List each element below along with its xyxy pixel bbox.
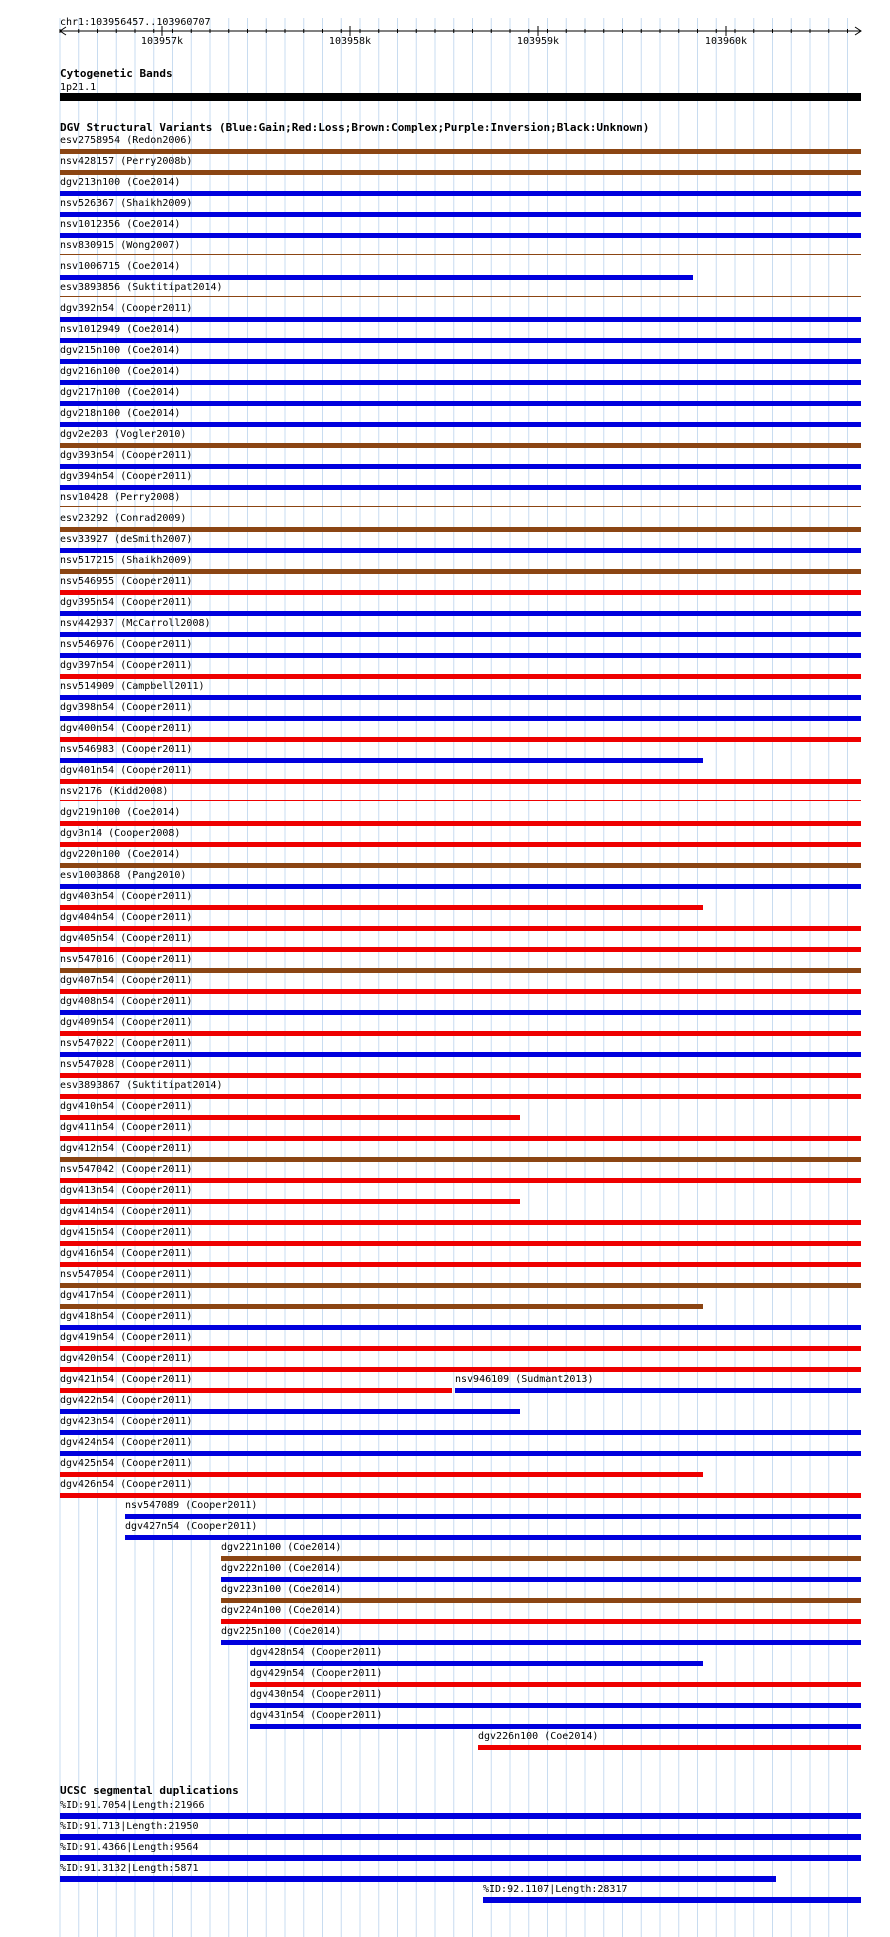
dgv-feature[interactable] [60,1080,861,1099]
dgv-feature-label[interactable]: dgv422n54 (Cooper2011) [60,1395,193,1406]
dgv-feature[interactable] [60,1248,861,1267]
dgv-feature[interactable] [60,1395,520,1414]
dgv-feature-bar[interactable] [125,1535,861,1540]
dgv-feature-label[interactable]: dgv398n54 (Cooper2011) [60,702,193,713]
dgv-feature-label[interactable]: dgv424n54 (Cooper2011) [60,1437,193,1448]
dgv-feature[interactable] [478,1731,861,1750]
segdup-track [60,1784,861,1903]
dgv-feature-bar[interactable] [60,758,703,763]
dgv-feature-bar[interactable] [60,506,861,507]
dgv-feature-label[interactable]: nsv546955 (Cooper2011) [60,576,193,587]
dgv-feature[interactable] [60,702,861,721]
dgv-feature-label[interactable]: nsv1012949 (Coe2014) [60,324,181,335]
dgv-feature[interactable] [60,765,861,784]
dgv-feature-label[interactable]: dgv395n54 (Cooper2011) [60,597,193,608]
dgv-feature[interactable] [60,1311,861,1330]
segdup-feature[interactable] [60,1821,861,1840]
dgv-feature-label[interactable]: dgv421n54 (Cooper2011) [60,1374,193,1385]
dgv-feature-label[interactable]: dgv215n100 (Coe2014) [60,345,181,356]
dgv-feature-bar[interactable] [60,1304,703,1309]
segdup-feature-label[interactable]: %ID:91.713|Length:21950 [60,1821,199,1832]
dgv-feature-bar[interactable] [60,569,861,574]
dgv-feature[interactable] [60,828,861,847]
segdup-feature[interactable] [60,1842,861,1861]
dgv-feature-bar[interactable] [60,1472,703,1477]
dgv-feature-label[interactable]: dgv220n100 (Coe2014) [60,849,181,860]
dgv-feature-bar[interactable] [60,1010,861,1015]
dgv-feature-label[interactable]: dgv226n100 (Coe2014) [478,1731,599,1742]
dgv-feature-bar[interactable] [60,1262,861,1267]
dgv-feature-label[interactable]: dgv221n100 (Coe2014) [221,1542,342,1553]
dgv-feature-bar[interactable] [60,1136,861,1141]
dgv-feature[interactable] [60,471,861,490]
dgv-feature-bar[interactable] [60,695,861,700]
dgv-feature-bar[interactable] [60,254,861,255]
dgv-feature[interactable] [60,1416,861,1435]
dgv-feature[interactable] [60,429,861,448]
dgv-feature-label[interactable]: nsv2176 (Kidd2008) [60,786,169,797]
dgv-feature[interactable] [221,1626,861,1645]
ruler-range-label: chr1:103956457..103960707 [60,17,211,28]
dgv-feature[interactable] [60,996,861,1015]
ruler-tick-label: 103959k [516,36,560,47]
dgv-feature[interactable] [60,1374,452,1393]
dgv-feature-bar[interactable] [60,632,861,637]
dgv-feature[interactable] [60,870,861,889]
dgv-track-title: DGV Structural Variants (Blue:Gain;Red:Loss;Brown:Complex;Purple:Inversion;Black:Unknown) [60,121,650,134]
dgv-feature-label[interactable]: esv2758954 (Redon2006) [60,135,193,146]
dgv-feature-bar[interactable] [60,905,703,910]
dgv-feature-bar[interactable] [60,779,861,784]
dgv-feature-bar[interactable] [60,1451,861,1456]
dgv-feature-bar[interactable] [60,800,861,801]
dgv-feature[interactable] [250,1647,703,1666]
dgv-feature-bar[interactable] [60,422,861,427]
dgv-feature-bar[interactable] [60,170,861,175]
dgv-feature-label[interactable]: esv23292 (Conrad2009) [60,513,187,524]
dgv-feature-bar[interactable] [221,1640,861,1645]
dgv-feature[interactable] [60,513,861,532]
dgv-feature-bar[interactable] [60,1157,861,1162]
dgv-feature-label[interactable]: dgv3n14 (Cooper2008) [60,828,181,839]
dgv-feature-label[interactable]: dgv405n54 (Cooper2011) [60,933,193,944]
dgv-feature-label[interactable]: nsv517215 (Shaikh2009) [60,555,193,566]
dgv-feature-bar[interactable] [60,317,861,322]
dgv-feature-bar[interactable] [60,1115,520,1120]
dgv-feature[interactable] [60,1479,861,1498]
dgv-feature-bar[interactable] [60,968,861,973]
dgv-feature-label[interactable]: nsv526367 (Shaikh2009) [60,198,193,209]
dgv-feature[interactable] [60,1143,861,1162]
segdup-feature-bar[interactable] [60,1876,776,1882]
dgv-feature-label[interactable]: nsv547042 (Cooper2011) [60,1164,193,1175]
dgv-feature[interactable] [60,1038,861,1057]
dgv-feature-bar[interactable] [60,149,861,154]
dgv-feature[interactable] [60,912,861,931]
cytogenetic-band-label: 1p21.1 [60,82,97,93]
dgv-feature[interactable] [60,954,861,973]
dgv-feature[interactable] [60,282,861,297]
dgv-feature-bar[interactable] [60,1367,861,1372]
dgv-feature-bar[interactable] [60,1178,861,1183]
segdup-feature-bar[interactable] [483,1897,861,1903]
dgv-feature-label[interactable]: dgv430n54 (Cooper2011) [250,1689,383,1700]
dgv-feature[interactable] [60,1437,861,1456]
dgv-feature-label[interactable]: dgv414n54 (Cooper2011) [60,1206,193,1217]
dgv-feature-label[interactable]: esv3893867 (Suktitipat2014) [60,1080,223,1091]
dgv-feature-bar[interactable] [60,443,861,448]
dgv-feature-label[interactable]: dgv411n54 (Cooper2011) [60,1122,193,1133]
dgv-feature[interactable] [60,408,861,427]
dgv-feature-label[interactable]: esv3893856 (Suktitipat2014) [60,282,223,293]
dgv-feature-bar[interactable] [60,296,861,297]
dgv-feature-bar[interactable] [60,380,861,385]
dgv-feature-bar[interactable] [60,842,861,847]
dgv-feature-label[interactable]: nsv546983 (Cooper2011) [60,744,193,755]
dgv-feature-label[interactable]: dgv407n54 (Cooper2011) [60,975,193,986]
dgv-feature-bar[interactable] [60,275,693,280]
dgv-feature-label[interactable]: dgv401n54 (Cooper2011) [60,765,193,776]
dgv-feature[interactable] [60,1017,861,1036]
segdup-feature-label[interactable]: %ID:91.3132|Length:5871 [60,1863,199,1874]
segdup-feature-bar[interactable] [60,1834,861,1840]
dgv-feature[interactable] [60,261,693,280]
dgv-feature-label[interactable]: nsv1006715 (Coe2014) [60,261,181,272]
dgv-feature-label[interactable]: nsv547054 (Cooper2011) [60,1269,193,1280]
dgv-feature[interactable] [60,1206,861,1225]
dgv-feature[interactable] [60,891,703,910]
dgv-feature-label[interactable]: nsv547022 (Cooper2011) [60,1038,193,1049]
segdup-feature-label[interactable]: %ID:91.7054|Length:21966 [60,1800,205,1811]
dgv-feature-label[interactable]: dgv420n54 (Cooper2011) [60,1353,193,1364]
dgv-feature[interactable] [221,1542,861,1561]
dgv-feature[interactable] [60,681,861,700]
dgv-feature[interactable] [125,1500,861,1519]
dgv-feature-bar[interactable] [60,191,861,196]
dgv-feature[interactable] [60,849,861,868]
dgv-feature[interactable] [60,786,861,801]
dgv-feature-label[interactable]: dgv408n54 (Cooper2011) [60,996,193,1007]
dgv-feature-bar[interactable] [60,1052,861,1057]
dgv-feature-bar[interactable] [60,1220,861,1225]
dgv-feature-bar[interactable] [221,1619,861,1624]
dgv-feature-label[interactable]: dgv403n54 (Cooper2011) [60,891,193,902]
dgv-feature[interactable] [60,975,861,994]
dgv-feature[interactable] [60,387,861,406]
dgv-feature[interactable] [60,1185,520,1204]
dgv-feature-bar[interactable] [478,1745,861,1750]
dgv-feature-bar[interactable] [60,1094,861,1099]
ruler-tick-label: 103957k [140,36,184,47]
dgv-feature-label[interactable]: esv33927 (deSmith2007) [60,534,193,545]
dgv-feature-label[interactable]: dgv412n54 (Cooper2011) [60,1143,193,1154]
dgv-feature[interactable] [60,1164,861,1183]
segdup-features [60,1800,861,1903]
dgv-feature-bar[interactable] [60,1241,861,1246]
dgv-feature[interactable] [60,135,861,154]
dgv-feature-label[interactable]: nsv830915 (Wong2007) [60,240,181,251]
cytogenetic-track [60,67,861,101]
dgv-feature-bar[interactable] [60,884,861,889]
dgv-feature-label[interactable]: nsv1012356 (Coe2014) [60,219,181,230]
dgv-feature-bar[interactable] [60,1388,452,1393]
segdup-feature[interactable] [60,1800,861,1819]
dgv-feature[interactable] [60,723,861,742]
dgv-feature-bar[interactable] [60,485,861,490]
dgv-feature[interactable] [60,660,861,679]
dgv-feature-bar[interactable] [60,863,861,868]
dgv-feature-bar[interactable] [60,338,861,343]
dgv-feature-label[interactable]: nsv547089 (Cooper2011) [125,1500,258,1511]
ruler [60,17,861,47]
dgv-feature-bar[interactable] [60,674,861,679]
dgv-feature-label[interactable]: dgv219n100 (Coe2014) [60,807,181,818]
dgv-feature-label[interactable]: dgv224n100 (Coe2014) [221,1605,342,1616]
dgv-feature-label[interactable]: dgv410n54 (Cooper2011) [60,1101,193,1112]
dgv-feature-bar[interactable] [60,611,861,616]
dgv-feature[interactable] [60,303,861,322]
dgv-feature-label[interactable]: nsv946109 (Sudmant2013) [455,1374,594,1385]
dgv-feature-bar[interactable] [60,464,861,469]
dgv-feature-label[interactable]: dgv423n54 (Cooper2011) [60,1416,193,1427]
dgv-feature[interactable] [60,1059,861,1078]
dgv-feature-label[interactable]: dgv216n100 (Coe2014) [60,366,181,377]
dgv-feature[interactable] [60,597,861,616]
dgv-feature[interactable] [60,639,861,658]
dgv-track [60,121,861,1750]
dgv-feature[interactable] [60,219,861,238]
dgv-feature-label[interactable]: dgv415n54 (Cooper2011) [60,1227,193,1238]
dgv-feature[interactable] [125,1521,861,1540]
dgv-feature-bar[interactable] [60,1493,861,1498]
dgv-feature-bar[interactable] [60,989,861,994]
segdup-feature-bar[interactable] [60,1855,861,1861]
dgv-feature-bar[interactable] [60,1346,861,1351]
dgv-feature-label[interactable]: dgv413n54 (Cooper2011) [60,1185,193,1196]
dgv-feature-bar[interactable] [60,1283,861,1288]
dgv-feature-bar[interactable] [250,1661,703,1666]
dgv-feature-bar[interactable] [221,1598,861,1603]
dgv-feature-label[interactable]: dgv222n100 (Coe2014) [221,1563,342,1574]
dgv-feature[interactable] [221,1584,861,1603]
dgv-feature-bar[interactable] [455,1388,861,1393]
dgv-feature[interactable] [60,1290,703,1309]
dgv-feature[interactable] [60,198,861,217]
dgv-feature[interactable] [60,1122,861,1141]
dgv-feature-label[interactable]: dgv217n100 (Coe2014) [60,387,181,398]
dgv-feature-label[interactable]: dgv431n54 (Cooper2011) [250,1710,383,1721]
dgv-feature-label[interactable]: esv1003868 (Pang2010) [60,870,187,881]
dgv-feature-bar[interactable] [60,737,861,742]
dgv-feature[interactable] [250,1710,861,1729]
dgv-feature-bar[interactable] [221,1556,861,1561]
cytogenetic-track-title: Cytogenetic Bands [60,67,173,80]
dgv-feature[interactable] [60,324,861,343]
dgv-feature-bar[interactable] [60,1409,520,1414]
dgv-feature[interactable] [250,1689,861,1708]
dgv-feature[interactable] [250,1668,861,1687]
dgv-feature-bar[interactable] [60,212,861,217]
dgv-feature[interactable] [60,744,703,763]
dgv-feature[interactable] [455,1374,861,1393]
ruler-tick-label: 103958k [328,36,372,47]
dgv-feature-label[interactable]: nsv514909 (Campbell2011) [60,681,205,692]
dgv-feature-label[interactable]: dgv429n54 (Cooper2011) [250,1668,383,1679]
dgv-feature[interactable] [60,933,861,952]
dgv-feature-bar[interactable] [60,1031,861,1036]
dgv-features [60,135,861,1750]
dgv-feature[interactable] [221,1605,861,1624]
dgv-feature[interactable] [60,450,861,469]
dgv-feature-bar[interactable] [60,359,861,364]
dgv-feature[interactable] [60,492,861,507]
dgv-feature-bar[interactable] [60,653,861,658]
dgv-feature-bar[interactable] [60,590,861,595]
dgv-feature-label[interactable]: dgv213n100 (Coe2014) [60,177,181,188]
dgv-feature[interactable] [60,1458,703,1477]
dgv-feature-label[interactable]: dgv419n54 (Cooper2011) [60,1332,193,1343]
dgv-feature[interactable] [60,1101,520,1120]
dgv-feature[interactable] [60,1332,861,1351]
dgv-feature-label[interactable]: dgv394n54 (Cooper2011) [60,471,193,482]
dgv-feature-bar[interactable] [60,1199,520,1204]
dgv-feature-bar[interactable] [60,1430,861,1435]
segdup-track-title: UCSC segmental duplications [60,1784,239,1797]
dgv-feature-label[interactable]: dgv397n54 (Cooper2011) [60,660,193,671]
dgv-feature[interactable] [60,555,861,574]
dgv-feature-label[interactable]: dgv426n54 (Cooper2011) [60,1479,193,1490]
dgv-feature-label[interactable]: dgv409n54 (Cooper2011) [60,1017,193,1028]
dgv-feature-label[interactable]: dgv416n54 (Cooper2011) [60,1248,193,1259]
dgv-feature-bar[interactable] [60,821,861,826]
ruler-tick-label: 103960k [704,36,748,47]
dgv-feature-label[interactable]: nsv428157 (Perry2008b) [60,156,193,167]
dgv-feature-label[interactable]: dgv218n100 (Coe2014) [60,408,181,419]
dgv-feature-label[interactable]: dgv223n100 (Coe2014) [221,1584,342,1595]
dgv-feature[interactable] [60,618,861,637]
dgv-feature[interactable] [60,156,861,175]
dgv-feature-bar[interactable] [125,1514,861,1519]
dgv-feature-bar[interactable] [60,926,861,931]
dgv-feature-label[interactable]: dgv400n54 (Cooper2011) [60,723,193,734]
dgv-feature-bar[interactable] [60,1325,861,1330]
segdup-feature-label[interactable]: %ID:91.4366|Length:9564 [60,1842,199,1853]
dgv-feature-bar[interactable] [60,947,861,952]
segdup-feature-label[interactable]: %ID:92.1107|Length:28317 [483,1884,628,1895]
dgv-feature-bar[interactable] [60,1073,861,1078]
dgv-feature-bar[interactable] [250,1724,861,1729]
dgv-feature-bar[interactable] [60,548,861,553]
dgv-feature-bar[interactable] [250,1682,861,1687]
dgv-feature-label[interactable]: dgv393n54 (Cooper2011) [60,450,193,461]
dgv-feature-label[interactable]: dgv425n54 (Cooper2011) [60,1458,193,1469]
dgv-feature[interactable] [60,576,861,595]
dgv-feature[interactable] [221,1563,861,1582]
dgv-feature-label[interactable]: dgv2e203 (Vogler2010) [60,429,187,440]
segdup-feature[interactable] [60,1863,776,1882]
dgv-feature[interactable] [60,807,861,826]
dgv-feature[interactable] [60,177,861,196]
dgv-feature-bar[interactable] [250,1703,861,1708]
dgv-feature-label[interactable]: dgv428n54 (Cooper2011) [250,1647,383,1658]
dgv-feature[interactable] [60,1353,861,1372]
dgv-feature-label[interactable]: dgv392n54 (Cooper2011) [60,303,193,314]
dgv-feature-label[interactable]: nsv547028 (Cooper2011) [60,1059,193,1070]
dgv-feature-label[interactable]: dgv427n54 (Cooper2011) [125,1521,258,1532]
dgv-feature-label[interactable]: nsv10428 (Perry2008) [60,492,181,503]
dgv-feature-bar[interactable] [60,527,861,532]
segdup-feature-bar[interactable] [60,1813,861,1819]
dgv-feature-label[interactable]: nsv547016 (Cooper2011) [60,954,193,965]
dgv-feature-label[interactable]: nsv546976 (Cooper2011) [60,639,193,650]
dgv-feature-bar[interactable] [60,716,861,721]
dgv-feature[interactable] [60,534,861,553]
dgv-feature-bar[interactable] [60,401,861,406]
dgv-feature[interactable] [60,366,861,385]
segdup-feature[interactable] [483,1884,861,1903]
dgv-feature-label[interactable]: dgv417n54 (Cooper2011) [60,1290,193,1301]
dgv-feature[interactable] [60,345,861,364]
dgv-feature-label[interactable]: dgv225n100 (Coe2014) [221,1626,342,1637]
dgv-feature-label[interactable]: dgv418n54 (Cooper2011) [60,1311,193,1322]
dgv-feature[interactable] [60,1269,861,1288]
dgv-feature[interactable] [60,1227,861,1246]
dgv-feature-label[interactable]: dgv404n54 (Cooper2011) [60,912,193,923]
dgv-feature[interactable] [60,240,861,255]
dgv-feature-bar[interactable] [221,1577,861,1582]
dgv-feature-label[interactable]: nsv442937 (McCarroll2008) [60,618,211,629]
dgv-feature-bar[interactable] [60,233,861,238]
cytogenetic-band-bar[interactable] [60,93,861,101]
